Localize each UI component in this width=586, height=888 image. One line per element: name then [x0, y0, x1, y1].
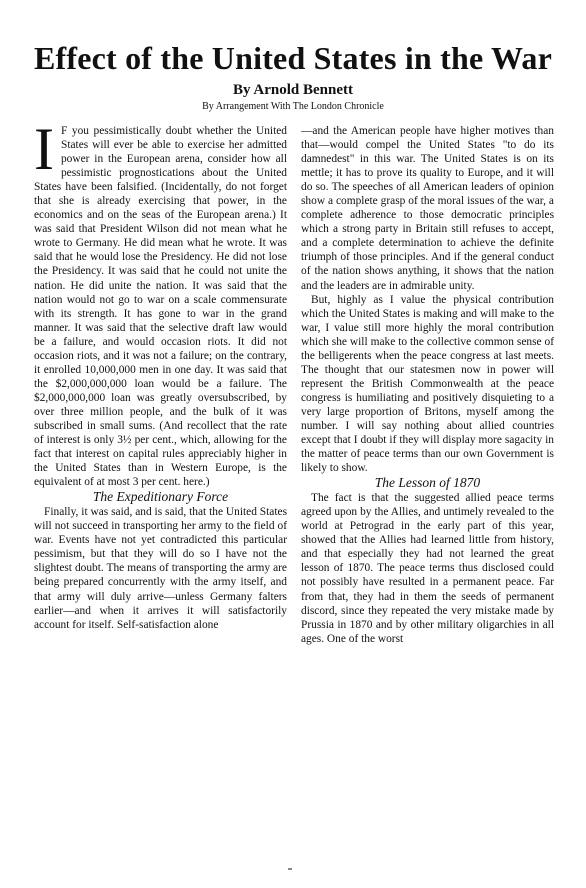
- subhead-lesson-of-1870: The Lesson of 1870: [374, 475, 481, 491]
- arrangement-credit: By Arrangement With The London Chronicle: [202, 101, 384, 112]
- left-paragraph-2: Finally, it was said, and is said, that the United States will not succeed in transporting her army to the field of war. Events have not yet contradicted this particular pessimism, but that they will do so I have not the slightest doubt. The means of transporting the army are being prepared concurrently with the army itself, and that army will duly arrive—unless Germany falters earlier—and when it arrives it will satisfactorily account for itself. Self-satisfaction alone: [34, 506, 287, 631]
- right-paragraph-3: The fact is that the suggested allied peace terms agreed upon by the Allies, and untimely revealed to the world at Petrograd in the early part of this year, showed that the Allies had learned little from history, and that especially they had not learned the great lesson of 1870. The peace terms thus disclosed could not possibly have resulted in a permanent peace. Far from that, they had in them the seeds of permanent discord, since they repeated the very mistake made by Prussia in 1870 and by other military oligarchies in all ages. One of the worst: [301, 492, 554, 645]
- page-mark: [288, 868, 292, 870]
- left-column: [34, 116, 287, 632]
- right-column: [301, 124, 554, 646]
- left-paragraph-1-text: F you pessimistically doubt whether the United States will ever be able to exercise her admitted power in the European arena, consider how all pessimistic prognostications about the United States have been falsified. (Incidentally, do not forget that she is already exercising that power, in the economics and on the seas of the European arena.) It was said that President Wilson did not mean what he wrote to Germany. He did mean what he wrote. It was said that he would lose the Presidency. He did not lose the Presidency. It was said that he could not unite the nation. He did unite the nation. It was said that the nation would not go to war on a scale commensurate with its strength. It has gone to war in the grand manner. It was said that the selective draft law would be a failure, and would occasion riots. It did not occasion riots, and it was not a failure; on the contrary, it enrolled 10,000,000 men in one day. It was said that the $2,000,000,000 loan would be a failure. The $2,000,000,000 loan was greatly oversubscribed, by over three million people, and the bulk of it was subscribed in small sums. (And recollect that the rate of interest is only 3½ per cent., which, allowing for the fact that interest on capital rules appreciably higher in the United States than in Western Europe, is the equivalent of at most 3 per cent. here.): [34, 125, 287, 489]
- right-paragraph-1: —and the American people have higher motives than that—would compel the United States "to do its damnedest" in this war. The United States is on its mettle; it has to prove its quality to Europe, and it will do so. The speeches of all American leaders of opinion show a complete grasp of the moral issues of the war, a complete adherence to those democratic principles which a strong party in Britain still refuses to accept, and a complete determination to achieve the definite triumph of those principles. And if the general conduct of the nation shows anything, it shows that the nation and the leaders are in admirable unity.: [301, 125, 554, 292]
- right-paragraph-2: But, highly as I value the physical contribution which the United States is making and will make to the war, I value still more highly the moral contribution which she will make to the collective common sense of the belligerents when the peace congress at last meets. The thought that our statesmen now in power will represent the British Commonwealth at the peace congress is humiliating and positively disquieting to a very large proportion of Britons, myself among the number. I will say nothing about allied countries except that I doubt if they will display more sagacity in the matter of peace terms than our own Government is likely to show.: [301, 293, 554, 475]
- left-paragraph-1: [34, 116, 287, 489]
- subhead-expeditionary-force: The Expeditionary Force: [92, 489, 229, 505]
- article-title: Effect of the United States in the War: [33, 40, 553, 76]
- article-byline: By Arnold Bennett: [232, 82, 353, 98]
- drop-cap: I: [34, 116, 54, 182]
